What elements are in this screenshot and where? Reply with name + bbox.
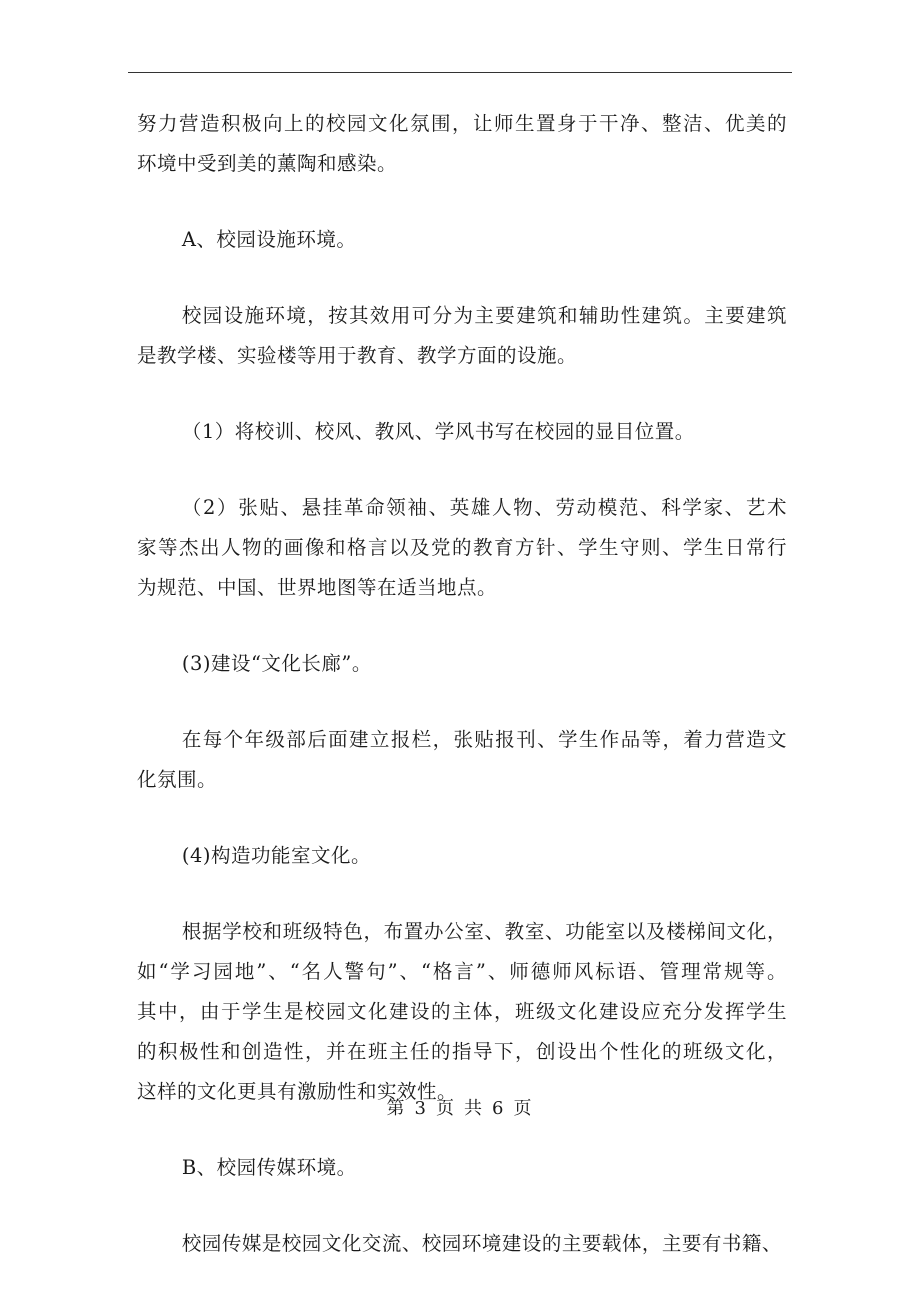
paragraph-line: （1）将校训、校风、教风、学风书写在校园的显目位置。 bbox=[181, 420, 695, 443]
footer-total-pages: 6 bbox=[492, 1098, 506, 1119]
paragraph-line: 家等杰出人物的画像和格言以及党的教育方针、学生守则、学生日常行 bbox=[137, 536, 787, 559]
footer-total-word: 共 bbox=[464, 1098, 484, 1119]
paragraph-line: 校园设施环境，按其效用可分为主要建筑和辅助性建筑。主要建筑 bbox=[181, 304, 787, 327]
paragraph-p9 bbox=[137, 912, 787, 1112]
paragraph-p6 bbox=[137, 644, 787, 684]
page-footer bbox=[0, 1094, 920, 1120]
paragraph-line: 根据学校和班级特色，布置办公室、教室、功能室以及楼梯间文化， bbox=[181, 920, 787, 943]
paragraph-p3 bbox=[137, 296, 787, 376]
footer-prefix: 第 bbox=[386, 1098, 407, 1119]
paragraph-line: 环境中受到美的薰陶和感染。 bbox=[137, 152, 398, 175]
paragraph-line: (4)构造功能室文化。 bbox=[181, 844, 371, 867]
paragraph-p1 bbox=[137, 104, 787, 184]
paragraph-line: 努力营造积极向上的校园文化氛围，让师生置身于干净、整洁、优美的 bbox=[137, 112, 787, 135]
paragraph-line: 是教学楼、实验楼等用于教育、教学方面的设施。 bbox=[137, 344, 578, 367]
paragraph-p4 bbox=[137, 412, 787, 452]
paragraph-line: 这样的文化更具有激励性和实效性。 bbox=[137, 1080, 458, 1103]
footer-page-word: 页 bbox=[436, 1098, 456, 1119]
paragraph-line: 如“学习园地”、“名人警句”、“格言”、师德师风标语、管理常规等。 bbox=[137, 960, 787, 983]
paragraph-line: 校园传媒是校园文化交流、校园环境建设的主要载体，主要有书籍、 bbox=[181, 1232, 782, 1255]
paragraph-line: 化氛围。 bbox=[137, 768, 218, 791]
paragraph-line: 为规范、中国、世界地图等在适当地点。 bbox=[137, 576, 498, 599]
paragraph-p5 bbox=[137, 488, 787, 608]
document-body bbox=[137, 104, 787, 1300]
paragraph-line: 在每个年级部后面建立报栏，张贴报刊、学生作品等，着力营造文 bbox=[181, 728, 787, 751]
paragraph-line: A、校园设施环境。 bbox=[181, 228, 357, 251]
footer-suffix: 页 bbox=[513, 1098, 534, 1119]
paragraph-line: B、校园传媒环境。 bbox=[181, 1156, 357, 1179]
paragraph-line: (3)建设“文化长廊”。 bbox=[181, 652, 372, 675]
paragraph-p10 bbox=[137, 1148, 787, 1188]
paragraph-p8 bbox=[137, 836, 787, 876]
footer-current-page: 3 bbox=[414, 1098, 428, 1119]
paragraph-p7 bbox=[137, 720, 787, 800]
paragraph-line: （2）张贴、悬挂革命领袖、英雄人物、劳动模范、科学家、艺术 bbox=[181, 496, 787, 519]
paragraph-line: 的积极性和创造性，并在班主任的指导下，创设出个性化的班级文化， bbox=[137, 1040, 787, 1063]
paragraph-line: 其中，由于学生是校园文化建设的主体，班级文化建设应充分发挥学生 bbox=[137, 1000, 787, 1023]
paragraph-p2 bbox=[137, 220, 787, 260]
paragraph-p11 bbox=[137, 1224, 787, 1264]
header-rule bbox=[128, 72, 792, 73]
